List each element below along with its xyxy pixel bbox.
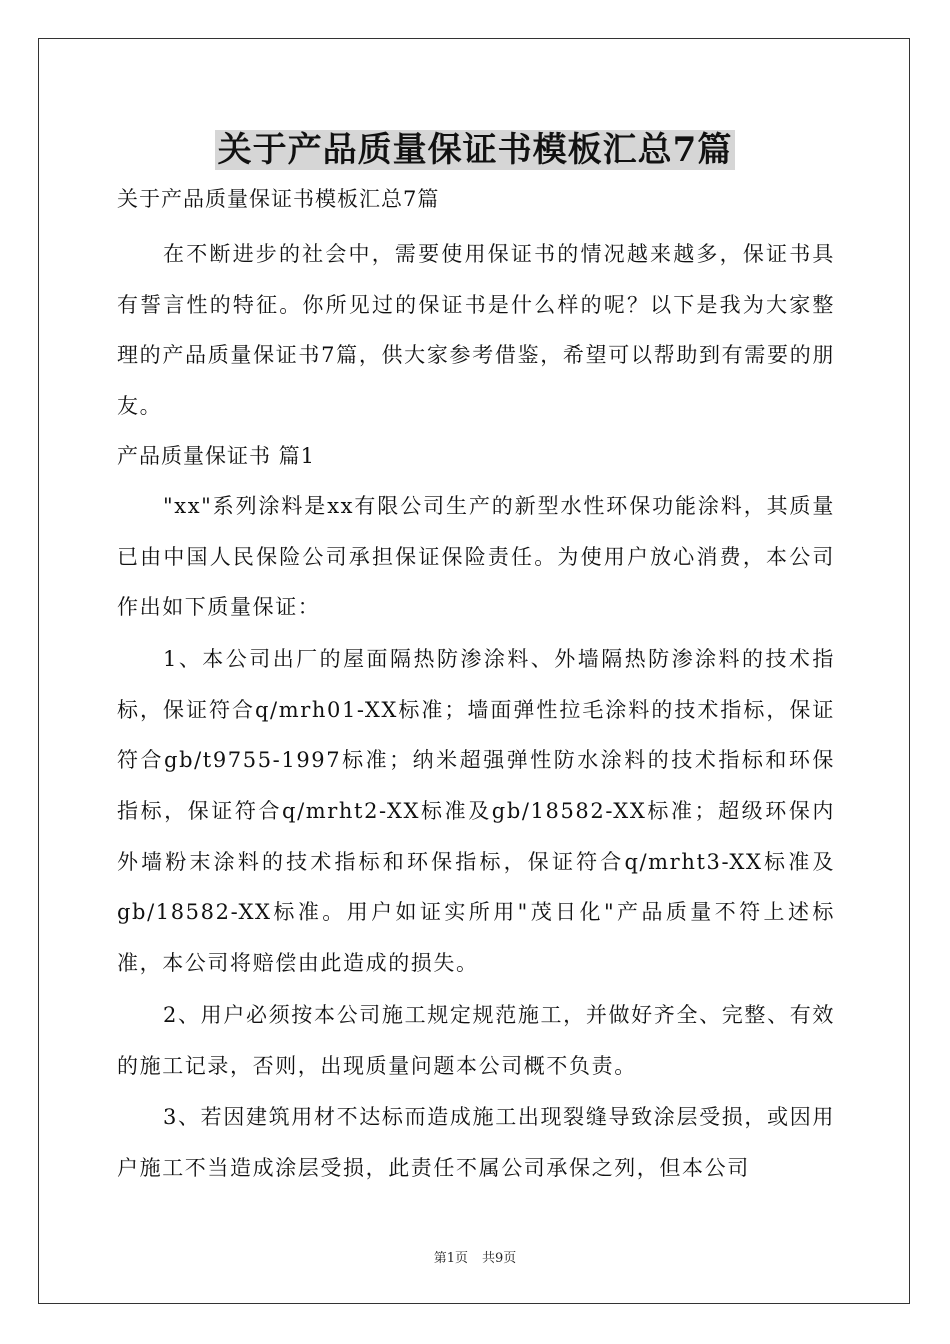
section-paragraph-item-2: 2、用户必须按本公司施工规定规范施工，并做好齐全、完整、有效的施工记录，否则，出现质量问题本公司概不负责。 [117,1002,835,1078]
section-paragraph-intro: "xx"系列涂料是xx有限公司生产的新型水性环保功能涂料，其质量已由中国人民保险公司承担保证保险责任。为使用户放心消费，本公司作出如下质量保证： [117,493,835,620]
section-paragraph-item-1: 1、本公司出厂的屋面隔热防渗涂料、外墙隔热防渗涂料的技术指标，保证符合q/mrh01-XX标准；墙面弹性拉毛涂料的技术指标，保证符合gb/t9755-1997标准；纳米超强弹性防水涂料的技术指标和环保指标，保证符合q/mrht2-XX标准及gb/18582-XX标准；超级环保内外墙粉末涂料的技术指标和环保指标，保证符合q/mrht3-XX标准及gb/18582-XX标准。用户如证实所用"茂日化"产品质量不符上述标准，本公司将赔偿由此造成的损失。 [117,646,835,976]
document-body [117,180,835,1195]
page-footer [0,1250,950,1268]
intro-paragraph: 在不断进步的社会中，需要使用保证书的情况越来越多，保证书具有誓言性的特征。你所见过的保证书是什么样的呢？以下是我为大家整理的产品质量保证书7篇，供大家参考借鉴，希望可以帮助到有需要的朋友。 [117,242,835,419]
document-title [0,126,950,174]
section-paragraph-item-3: 3、若因建筑用材不达标而造成施工出现裂缝导致涂层受损，或因用户施工不当造成涂层受损，此责任不属公司承保之列，但本公司 [117,1105,835,1180]
page-total: 共9页 [482,1251,517,1266]
section-heading: 产品质量保证书 篇1 [117,443,316,468]
page-number: 第1页 [433,1251,468,1266]
document-subtitle: 关于产品质量保证书模板汇总7篇 [117,187,440,211]
document-title-text: 关于产品质量保证书模板汇总7篇 [215,130,736,170]
